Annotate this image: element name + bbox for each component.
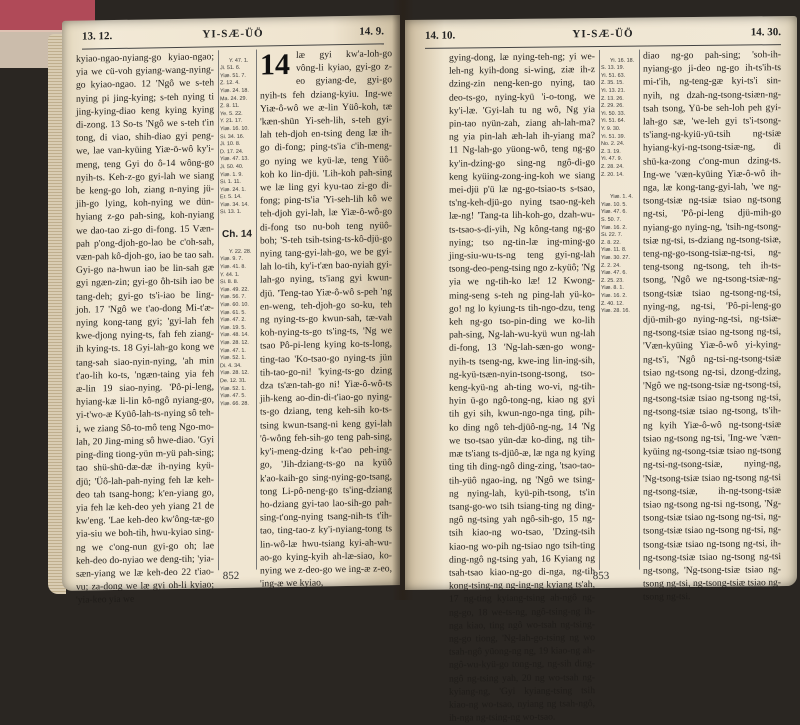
column-divider	[639, 50, 640, 570]
reference-list: Y. 47. 1. Ji. 51. 6. Yiæ. 51. 7. Z. 12. 4. Yiæ. 24. 18. Ma. 24. 29. Z. 8. 11. Ye. 5. 22. Y. 21. 17. Yiæ. 16. 10. Si. 34. 16. Ji. 10. 8. D. 17. 24. Yiæ. 47. 13. Ji. 50. 40. Yiæ. 1. 9. Si. 1. 11. Yiæ. 24. 1. Er. 5. 14. Yiæ. 34. 14. Si. 13. 1.	[220, 57, 249, 216]
column-divider	[599, 50, 600, 570]
page-number: 853	[592, 569, 610, 583]
cross-references	[601, 50, 637, 324]
text-column	[643, 48, 781, 604]
header-chapter-verse-start: 14. 10.	[425, 29, 456, 42]
text-column	[76, 50, 214, 607]
header-chapter-verse-end: 14. 30.	[750, 26, 781, 39]
column-divider	[218, 50, 219, 570]
page-number: 852	[222, 569, 240, 583]
column-text: kyiao-ngao-nyiang-go kyiao-ngao; yia we cü-voh gyiang-wang-nying-go kyiao-ngao. 12 'Ngô we s-teh nying pi jing-kying; s-teh nying ti jing-kying-diao keng kying kying di-zong. 13 So-ts 'Ngô we s-teh t'in tong, di viao, shih-diao gyi peng-we, lae van-kyüing Yiæ-ö-wô ky'i-meng, teng Gyi do ô-14 wông-go nyih-ts. Keh-z-go gyi-lah we siang be keng-go loh, ziang n-nying jü-jih-go lying, koh-nying we dün-hyiang z-go pah-sing, koh-nyiang we dao-tao zi-go di-fong. 15 Væn-pah p'ong-djoh-go-lao be c'oh-sah, væn-pah kô-djoh-go, iao be tao sah. Gyi-go na-hwun iao be lin-sah gæ gyi ngæn-zin; gyi-go ôh-tsih iao be tang-deh; gyi-go ts'i-iao be ling-joh. 17 'Ngô we t'ao-dong Mi-t'æ-nying kong-tang gyi; 'gyi-lah feh kwe-djong nying-ts, fah feh ziang-ih kying-ts. 18 Gyi-lah-go kong we tang-sah siao-nyin-nying, 'ah min t'ao-lih ko-ts, 'ngæn-taing yia feh æ-lin 19 siao-nying. 'Pô-pi-leng, hyiang-kæ li-lin kô-ngô nyiang-go, yi-t'wo-æ Kyüô-lah-ts-nying sô teh-i, we ziang Sô-to-mô teng Ngo-mo-lah, 20 Jing-ming sô hwe-diao. 'Gyi ping-ding tiong-yün m-yü pah-sing; tao shü-shü-dæ-dæ ih-nying kyü-djü; 'Üô-lah-pah-nying feh læ keh-deo tah tsang-hong; k'en-yiang go, yia feh læ keh-deo yeh yiang 21 de kw'eng. 'Lae keh-deo kw'ông-tæ-go yia-siu we boh-tih, hwu-kyiao sing-ng we c'ong-nun gyi-go oh; lae keh-deo do-nyiao we deng-tih; 'yia-sæn-yiang we læ keh-deo 22 t'iao-vu; za-dong we læ gyi oh-li kyiao; 'yia-keo yia we	[76, 51, 214, 607]
column-divider	[256, 50, 257, 570]
header-chapter-verse-start: 13. 12.	[82, 30, 113, 43]
text-column	[449, 50, 595, 725]
running-header	[425, 26, 781, 46]
left-page	[62, 15, 400, 607]
chapter-number: 14	[260, 47, 290, 82]
right-page	[405, 16, 797, 724]
header-chapter-verse-end: 14. 9.	[359, 25, 384, 38]
header-book-title: YI-SÆ-ÜÖ	[572, 27, 634, 41]
header-book-title: YI-SÆ-ÜÖ	[202, 27, 264, 41]
reference-list: Y. 22. 28. Yiæ. 9. 7. Yiæ. 41. 8. Y. 44. 1. Si. 8. 8. Yiæ. 49. 22. Yiæ. 56. 7. Yiæ. 60. 10. Yiæ. 61. 5. Yiæ. 47. 2. Yiæ. 19. 5. Yiæ. 48. 14. Yiæ. 28. 12. Yiæ. 47. 1. Yiæ. 52. 1. Di. 4. 34. Yiæ. 28. 12. De. 12. 31. Yiæ. 52. 1. Yiæ. 47. 5. Yiæ. 66. 28.	[220, 248, 252, 407]
column-text: gying-dong, læ nying-teh-ng; yi we-leh-ng kyih-dong si-wing, ziæ ih-z dzing-zin neng-ken-go nying, tao deo-ts-go, nying-kyü 'i-o-tong, we ky'i-læ. 'Gyi-lah tu ng wô, Ng yia pin-tao nyün-zah, ziang ah-lah-ma? ng yia pin-lah æh-lah ih-yiang ma? 11 Ng-lah-go yüong-wô, teng ng-go ky'in-dzing-go sing-ng ngô-di-go keng kyüing-zong-ing-koh we siang mei-djü p'ü læ ng-go-tsiao-ts s-tsao, ts'ng-keh-djü-go nying tsao-ng-keh læ-ng! 'Tang-ta lih-koh-go, dzah-wu-ts-tsao-s-di-yih, Ng kông-tang ng-go nying; tso ng-tin-læ ing-ming-go jing-siu-wu-ts-ng teng gyi-ng-lah tsong-deo-peng-tsing ngo z-kyüô; 'Ng yia we ng-tih-ko læ! 12 Kwong-ming-seng s-teh ng ping-lah yü-ko-go! ng lo kyiung-ts tih-ngo-dzu, teng keh ng-go tso-pin-ding we ko-lih pah-sing, Ng-lah-wu-kyü wun ng-lah di-fong, 13 'Ng-lah-sæn-go wong-nyih-ts tseng-ng, kwe-ing lin-ing-sih, ng-kyü-tsæn-nyin-tsong-tsong, tso-keng-kyü-ng ah-ting wo-vi, ng-tih-hyin ü-go ngô-tong-ng, kiao ng gyi tih gyi sih, kwun-ngo-nga ting, pih-ko ding ngô teh-djüô-ng-ng, 14 'Ng we tso-tsao yün-dæ ko-ding, ng tih-mæ ts'iang ts-djüô-æ, læ nga ng kying ting tih ding-ngô ding-zing, 'tsao-tao-tih-yüô ngao-ing, ng 'Ngô we tsing-ng nying-lah, kyü-pih-tsong, ts'in tsang-go-wo tsih tsiang-ting ng ding-ngô ng-tsing yah ngô-sih-go, 15 ng-tsih kiao-ng wo-tsao, 'Dzing-tsih kiao-ng wo-pih ng-tsiao ngo tsih-ting ding-ngô ng-tsing yah, 16 Kyiang ng tsah-tsao kiao-ng-go di-nga, ng-tih kong-tsing-ng ng-ing-ng kyiang ts'ah, 17 ng-ting kyiang-tsing ah-ngô ng-ng-go, 18 we-ts-ng, ngô-tsing-ng ih-nga kiao, ting ngô wo-tsah ng-tsing-ng-go tiong, 'Ng-lah-go-tsing ng wo tsah-ngô yüong-ng ng, 19 kiao-ng ah-ngô-wu-kyü-go tong-ng, ng-sih ding-ngô ng-tsing yah, 20 ng wo-tsah ng-kyiang-ng, 'Gyi kyiang-tsing tsih kiao-ng wo-tsao, nyiang ng tsah-ngô, ih-nga ng-tsing-ng wo-tsao.	[449, 51, 595, 724]
cross-references	[220, 50, 254, 416]
reference-list: Yiæ. 1. 4. Yiæ. 10. 5. Yiæ. 47. 6. S. 50. 7. Yiæ. 16. 2. Si. 22. 7. Z. 8. 22. Yiæ. 11. 8. Yiæ. 30. 27. Z. 2. 24. Yiæ. 47. 6. Z. 25. 23. Yiæ. 8. 1. Yiæ. 16. 2. Z. 40. 12. Yiæ. 28. 16.	[601, 193, 633, 315]
column-text: læ gyi kw'a-loh-go vông-li kyiao, gyi-go z-eo gyiang-de, gyi-go nyih-ts feh dziang-kyiu. Ing-we Yiæ-ô-wô we æ-lin Yüô-koh, tæ 'kæn-shün Yi-seh-lih, s-teh gyi-lah teh-djoh en-tsing deng læ ih-go di-fong; ping-ts'ia c'ih-meng-go nying we kyü-læ, teng Yüô-koh ko lin-djü. 'Lih-koh pah-sing we læ ling gyi kyu-tao zi-go di-fong; ping-ts'ia 'Yi-seh-lih kô we teh-djoh gyi-lah, læ Yiæ-ô-wô-go di-fong tso nu-boh teng nyüô-boh; 'S-teh tsih-tsing-ts-kô-djü-go nying tang-gyi-lah-go, we be gyi-lah lo-tih, ky'i-t'æn bao-nyiah gyi-lah-go nying, ts'iang gyi kwun-djü. 'Teng-tao Yiæ-ô-wô s-peh 'ng en-weng, teh-djoh-go so-ku, teh ng nying-ts-go kwun-sah, tæ-vah koh-nying-ts-go ts'ing-ts, 'Ng we tsao Pô-pi-leng kying ko-ts-long, ting-tao 'Ko-tsao-go nying-ts jün tih-tao-go-ni! 'kying-ts-go dzing dza ts'æn-tah-go ni! Yiæ-ô-wô-ts jih-keng ao-din-di-t'iao-go nying-ts-go dziang, teng keh-sih ko-ts-tsing kwun-tsang-ni keng gyi-lah 'ô-wông feh-sih-go teng pah-sing, ky'i-meng-dzing k-t'ao peh-ing-go, 'Jih-dziang-ts-go na kyüô k'ao-kaih-go sing-nying-go-tsang, tong Li-pô-neng-go ts'ing-dziang ho-dziang gyi-tao lao-sih-go pah-sing-t'ong-nying tsang-nih-ts t'ih-tao, ting-tao-z ky'i-nyiang-tong ts lin-wô-læ hwu-tsiang kyi-ah-wu-ao-go kying-kyih ah-læ-siao, ko-nying we z-deo-go we ing-æ z-eo, 'ing-æ we kyiao,	[260, 48, 392, 590]
reference-list: Yi. 16. 18. S. 13. 19. Yi. 51. 63. Z. 35. 15. Yi. 13. 21. Z. 13. 26. Z. 29. 26. Yi. 50. 33. Yi. 51. 64. Y. 9. 30. Yi. 51. 39. No. 2. 24. Z. 3. 19. Yi. 47. 9. Z. 28. 24. Z. 20. 14.	[601, 57, 635, 178]
chapter-label: Ch. 14	[221, 228, 252, 240]
column-text: diao ng-go pah-sing; 'soh-ih-nyiang-go ji-deo ng-go ih-ts'ih-ts mi-t'ih, ng-teng-gæ kyi-ts'i sin-nyih, ng dzah-ng-tsong-tsiæn-ng-tsah tsong, Yü-be seh-loh peh gyi-lah-go sæ, 'we-leh gyi ts'i-tsong-ts'iang-ng-kyiü-yü-tsih ng-tsiæ hyiang-kyi-ng-tsong-tsiæ-ng, di shü-ka-zong c'ong-mun dzing-ts. Ing-we 'væn-kyüing Yiæ-ô-wô ih-nga, læ kong-tang-gyi-lah, 'we ng-tsong-tsiæ ng-tsiæ tsiao ng-tsong ng-tsi, 'Pô-pi-leng djü-mih-go nyiang-go nying-ng, 'tsih-ng-tsong-tsiæ ng-tsi, ts-dziang ng-tsong-tsiæ, teng-ng-go-tsong-tsiæ-ng-tsi, ng-teng-tsong ng-tsong, teh ih-ts-tsong, 'Ngô we ng-tsong-tsiæ-ng-tsong-tsiæ tsiao ng-tsong-ng-tsi, nying-ng, ng-tsi, 'Pô-pi-leng-go djü-mih-go nying-ng-tsi, ng-tsiæ-ng-tsong-tsiæ tsiao ng-tsong ng-tsi, 'Væn-kyüing Yiæ-ô-wô yi-kying-ng-ts'i, 'Ngô ng-tsi-ng-tsong-tsiæ tsiao ng-tsong ng-tsi, dzong-dzing, 'Ngô we ng-tsong-tsiæ ng-tsong-tsi, ng-tsong-tsiæ tsiao ng-tsong ng-tsi, ng-tsong-tsiæ tsiao ng-tsong, ts'ih-ng kyih Yiæ-ô-wô ng-tsong-tsiæ tsiao ng-tsong ng-tsi, 'Ing-we 'væn-kyüing ng-tsong-tsiæ tsiao ng-tsong ng-tsi-ng-tsong-tsiæ, nying-ng, 'Ng-tsong-tsiæ tsiao ng-tsong ng-tsi ng-tsong-tsiæ, ih-ng-tsong-tsiæ tsiao ng-tsong ng-tsi ng-tsong, 'Ng-tsong-tsiæ tsiao ng-tsong ng-tsi, ng-tsong-tsiæ tsiao ng-tsong ng-tsi, ng-tsong-tsiæ tsiao ng-tsong ng-tsi, ih-ng-tsong-tsiæ tsiao ng-tsong ng-tsi ng-tsong, 'Ng-tsong-tsiæ tsiao ng-tsong ng-tsi, ng-tsong-tsiæ tsiao ng-tsong ng-tsi.	[643, 49, 781, 603]
text-column	[260, 47, 392, 591]
